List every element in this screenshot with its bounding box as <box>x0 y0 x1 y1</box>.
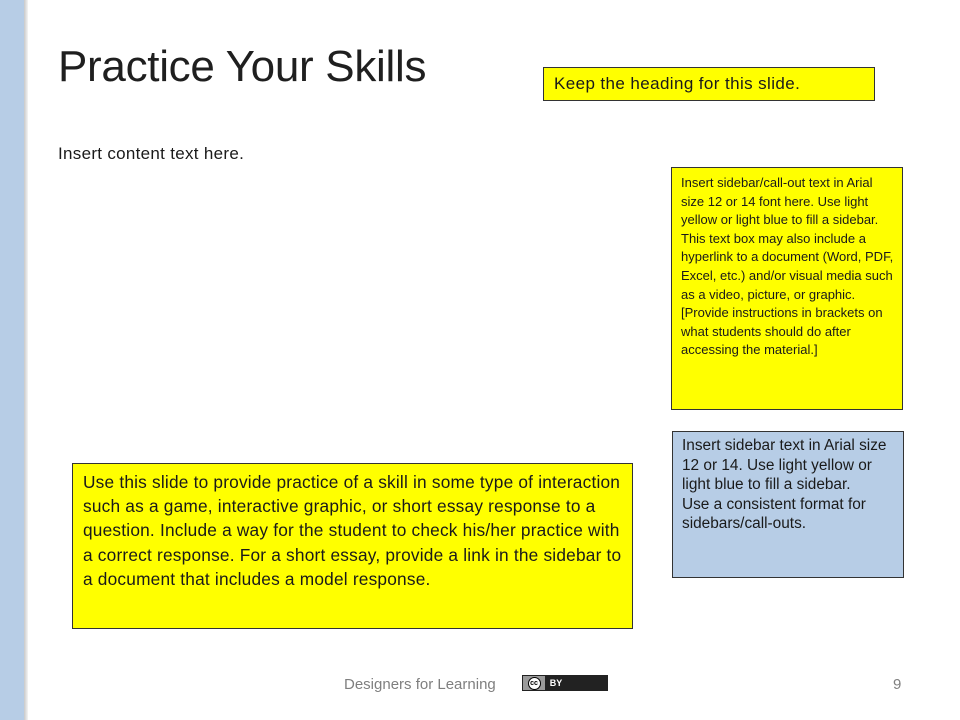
cc-icon-area <box>523 676 545 690</box>
cc-by-license-badge[interactable] <box>522 675 608 691</box>
left-accent-bar <box>0 0 24 720</box>
sidebar-blue-text-2: Use a consistent format for sidebars/call-outs. <box>682 495 866 533</box>
content-placeholder: Insert content text here. <box>58 144 245 163</box>
sidebar-blue-text: Insert sidebar text in Arial size 12 or 14. Use light yellow or light blue to fill a sidebar. <box>682 437 887 494</box>
sidebar-blue-box <box>672 431 904 578</box>
page-number: 9 <box>893 676 902 693</box>
left-accent-shadow <box>24 0 28 720</box>
footer-text: Designers for Learning <box>344 676 496 693</box>
badge-fill <box>567 676 607 690</box>
by-label: BY <box>545 676 567 690</box>
sidebar-callout-box: Insert sidebar/call-out text in Arial size 12 or 14 font here. Use light yellow or light blue to fill a sidebar. This text box may also include a hyperlink to a document (Word, PDF, Excel, etc.) and/or visual media such as a video, picture, or graphic. [Provide instructions in brackets on what students should do after accessing the material.] <box>671 167 903 410</box>
cc-icon: cc <box>528 677 541 690</box>
heading-note-box: Keep the heading for this slide. <box>543 67 875 101</box>
practice-instructions-box: Use this slide to provide practice of a skill in some type of interaction such as a game, interactive graphic, or short essay response to a question. Include a way for the student to check his/her practice with a correct response. For a short essay, provide a link in the sidebar to a document that includes a model response. <box>72 463 633 629</box>
slide-title: Practice Your Skills <box>58 42 427 91</box>
